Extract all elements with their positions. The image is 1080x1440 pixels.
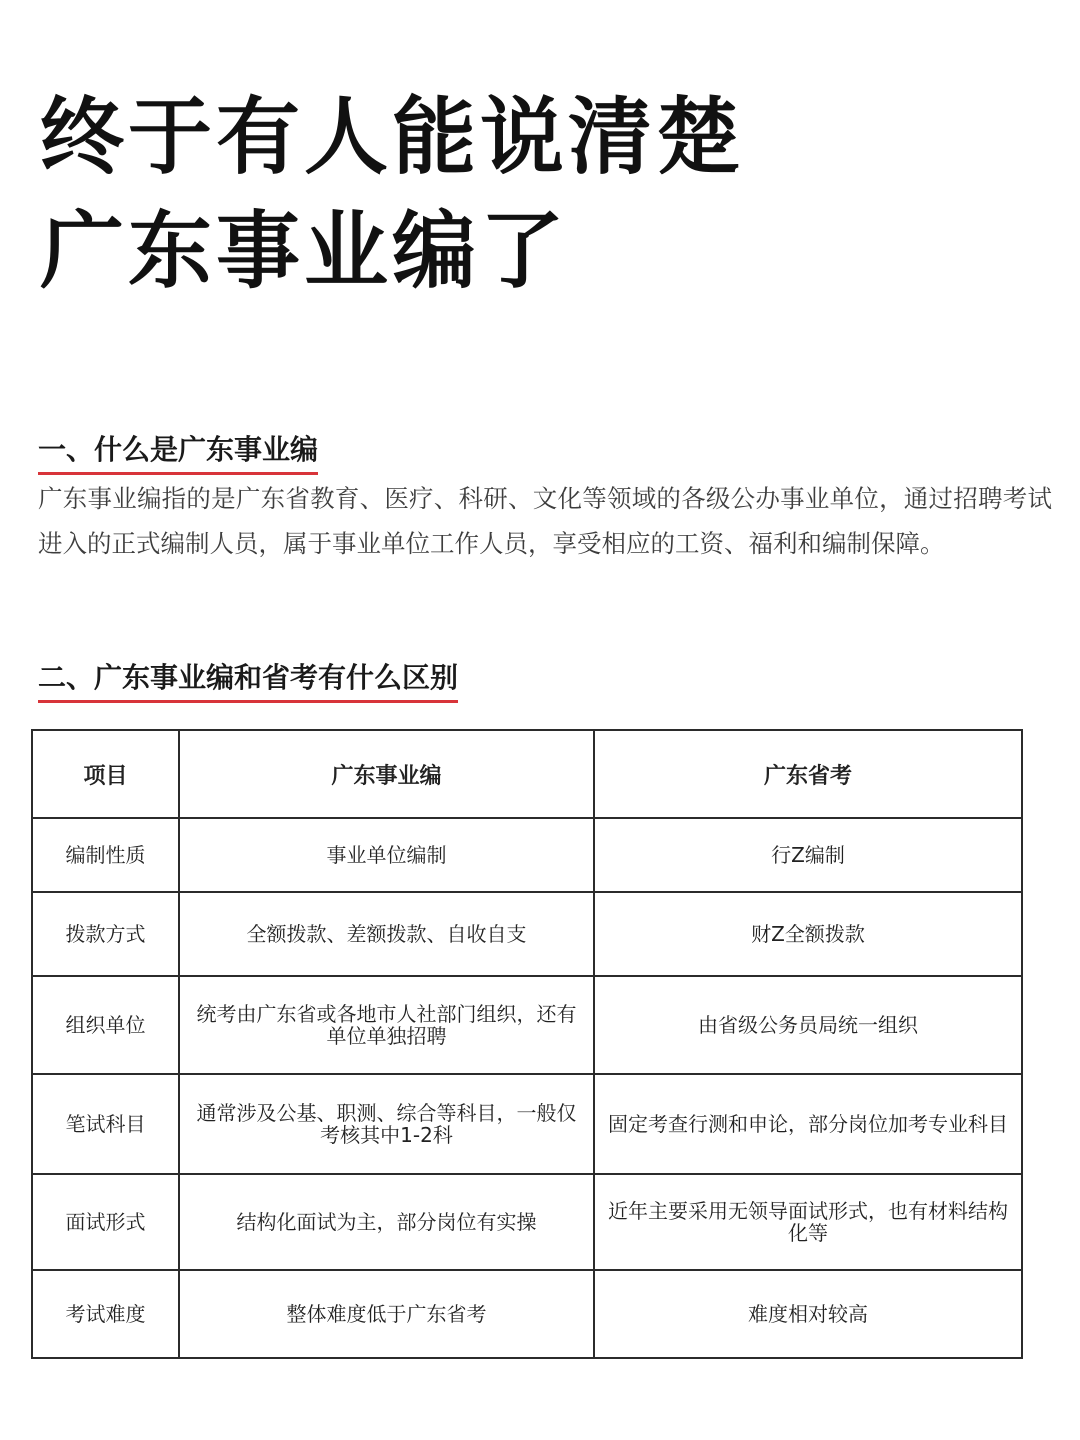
title-line-1: 终于有人能说清楚 xyxy=(40,88,745,186)
row-shiyebian-cell: 结构化面试为主，部分岗位有实操 xyxy=(179,1174,594,1270)
table-row xyxy=(32,818,1022,892)
table-row xyxy=(32,1174,1022,1270)
row-shiyebian-cell: 整体难度低于广东省考 xyxy=(179,1270,594,1358)
row-shengkao-cell: 行Z编制 xyxy=(594,818,1022,892)
row-shengkao-cell: 难度相对较高 xyxy=(594,1270,1022,1358)
row-item-cell: 组织单位 xyxy=(32,976,179,1074)
row-item-cell: 拨款方式 xyxy=(32,892,179,976)
header-item: 项目 xyxy=(32,730,179,818)
row-shiyebian-cell: 事业单位编制 xyxy=(179,818,594,892)
row-item-cell: 面试形式 xyxy=(32,1174,179,1270)
row-shiyebian-cell: 统考由广东省或各地市人社部门组织，还有单位单独招聘 xyxy=(179,976,594,1074)
article-title xyxy=(40,80,744,308)
row-shiyebian-cell: 全额拨款、差额拨款、自收自支 xyxy=(179,892,594,976)
row-shengkao-cell: 固定考查行测和申论，部分岗位加考专业科目 xyxy=(594,1074,1022,1174)
comparison-table xyxy=(31,729,1023,1359)
section-heading-what-is: 一、什么是广东事业编 xyxy=(38,432,318,475)
row-item-cell: 笔试科目 xyxy=(32,1074,179,1174)
table-row xyxy=(32,1270,1022,1358)
table-row xyxy=(32,892,1022,976)
section-heading-difference: 二、广东事业编和省考有什么区别 xyxy=(38,660,458,703)
row-item-cell: 编制性质 xyxy=(32,818,179,892)
definition-paragraph: 广东事业编指的是广东省教育、医疗、科研、文化等领域的各级公办事业单位，通过招聘考试进入的正式编制人员，属于事业单位工作人员，享受相应的工资、福利和编制保障。 xyxy=(38,484,1052,558)
row-shengkao-cell: 财Z全额拨款 xyxy=(594,892,1022,976)
header-shengkao: 广东省考 xyxy=(594,730,1022,818)
table-row xyxy=(32,1074,1022,1174)
header-shiyebian: 广东事业编 xyxy=(179,730,594,818)
row-item-cell: 考试难度 xyxy=(32,1270,179,1358)
row-shengkao-cell: 近年主要采用无领导面试形式，也有材料结构化等 xyxy=(594,1174,1022,1270)
row-shengkao-cell: 由省级公务员局统一组织 xyxy=(594,976,1022,1074)
row-shiyebian-cell: 通常涉及公基、职测、综合等科目，一般仅考核其中1-2科 xyxy=(179,1074,594,1174)
table-header-row xyxy=(32,730,1022,818)
table-row xyxy=(32,976,1022,1074)
title-line-2: 广东事业编了 xyxy=(40,202,569,300)
